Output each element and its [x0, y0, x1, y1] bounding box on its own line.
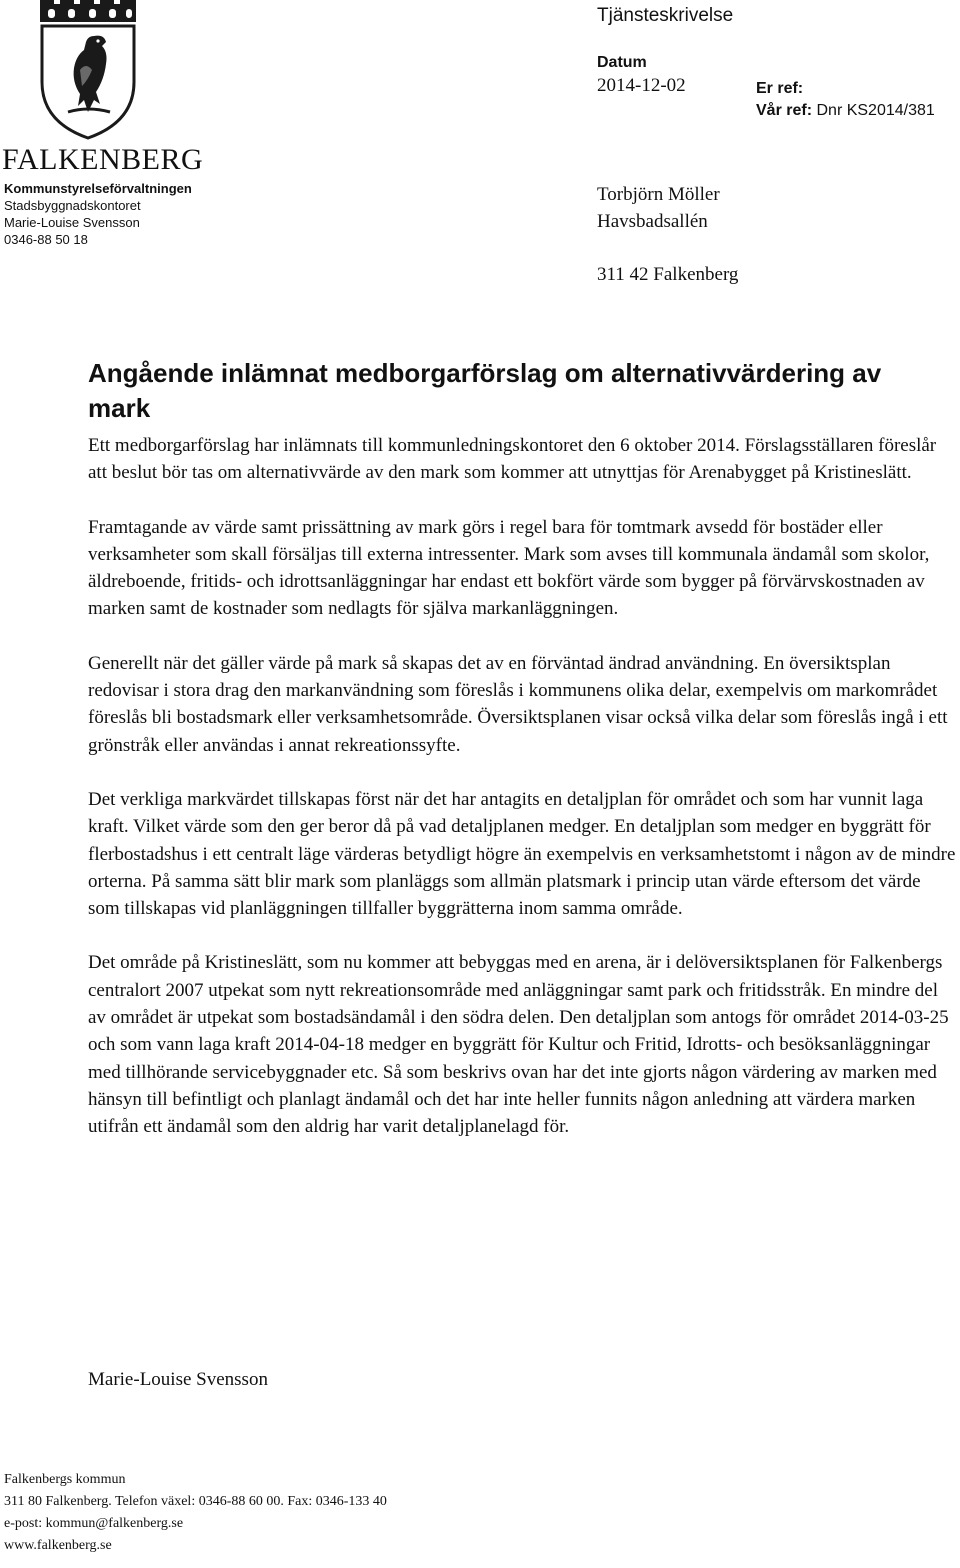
body-paragraph: Generellt när det gäller värde på mark så skapas det av en förväntad ändrad användning. En översiktsplan redovisar i stora drag den markanvändning som föreslås i kommunens olika delar, exempelvis om markområdet föreslås bli bostadsmark eller verksamhetsområde. Översiktsplanen visar också vilka delar som föreslås ingå i ett grönstråk eller användas i annat rekreationssyfte. — [88, 652, 948, 756]
body-paragraph: Framtagande av värde samt prissättning av mark görs i regel bara för tomtmark avsedd för bostäder eller verksamheter som skall försäljas till externa intressenter. Mark som avses till kommunala ändamål som skolor, äldreboende, fritids- och idrottsanläggningar har endast ett bokfört värde som bygger på förvärvskostnaden av marken samt de kostnader som nedlagts för själva markanläggningen. — [88, 516, 930, 620]
body-paragraph: Det verkliga markvärdet tillskapas först när det har antagits en detaljplan för området och som har vunnit laga kraft. Vilket värde som den ger beror då på vad detaljplanen medger. En detaljplan som medger en byggrätt för flerbostadshus i ett centralt läge värderas betydligt högre än exempelvis en verksamhetstomt i någon av de mindre orterna. På samma sätt blir mark som planläggs som allmän platsmark i princip utan värde eftersom det värde som tillskapas vid planläggningen tillfaller byggrätterna inom samma område. — [88, 788, 956, 920]
recipient-postal: 311 42 Falkenberg — [597, 264, 739, 285]
footer-org: Falkenbergs kommun — [4, 1472, 126, 1487]
body-paragraph: Det område på Kristineslätt, som nu kommer att bebyggas med en arena, är i delöversiktsplanen för Falkenbergs centralort 2007 utpekat som nytt rekreationsområde med anläggningar samt park och fritidsstråk. En mindre del av området är utpekat som bostadsändamål i den södra delen. Den detaljplan som antogs för området 2014-03-25 och som vann laga kraft 2014-04-18 medger en byggrätt för Kultur och Fritid, Idrotts- och besöksanläggningar med tillhörande servicebyggnader etc. Så som beskrivs ovan har det inte gjorts någon värdering av marken med hänsyn till befintligt och planlagt ändamål och det har inte heller funnits någon anledning att värdera marken utifrån ett ändamål som den aldrig har varit detaljplanelagd för. — [88, 952, 949, 1138]
var-ref-label: Vår ref: — [756, 102, 813, 119]
footer-address: 311 80 Falkenberg. Telefon växel: 0346-88 60 00. Fax: 0346-133 40 — [4, 1494, 387, 1509]
municipality-wordmark: FALKENBERG — [2, 143, 204, 176]
signature-name: Marie-Louise Svensson — [88, 1369, 268, 1390]
body-paragraph: Ett medborgarförslag har inlämnats till kommunledningskontoret den 6 oktober 2014. Förslagsställaren föreslår att beslut bör tas om alternativvärde av den mark som kommer att utnyttjas för Arenabygget på Kristineslätt. — [88, 435, 937, 484]
date-label: Datum — [597, 54, 647, 71]
sender-organization — [4, 180, 192, 248]
footer-website-link[interactable]: www.falkenberg.se — [4, 1538, 112, 1553]
recipient-address — [597, 181, 738, 288]
references — [756, 78, 935, 122]
sender-office: Stadsbyggnadskontoret — [4, 198, 141, 213]
recipient-street: Havsbadsallén — [597, 211, 708, 232]
document-title: Angående inlämnat medborgarförslag om alternativvärdering av mark — [88, 358, 882, 423]
var-ref-value: Dnr KS2014/381 — [816, 102, 935, 119]
coat-of-arms-logo — [34, 0, 142, 140]
falcon-shield-icon — [34, 0, 142, 140]
er-ref-label: Er ref: — [756, 80, 804, 97]
document-body — [88, 432, 956, 1168]
document-type: Tjänsteskrivelse — [597, 5, 734, 26]
footer — [4, 1469, 387, 1557]
sender-unit: Kommunstyrelseförvaltningen — [4, 181, 192, 196]
sender-contact-name: Marie-Louise Svensson — [4, 215, 140, 230]
recipient-name: Torbjörn Möller — [597, 184, 720, 205]
footer-email[interactable]: e-post: kommun@falkenberg.se — [4, 1516, 184, 1531]
sender-phone: 0346-88 50 18 — [4, 232, 88, 247]
date-value: 2014-12-02 — [597, 75, 686, 96]
